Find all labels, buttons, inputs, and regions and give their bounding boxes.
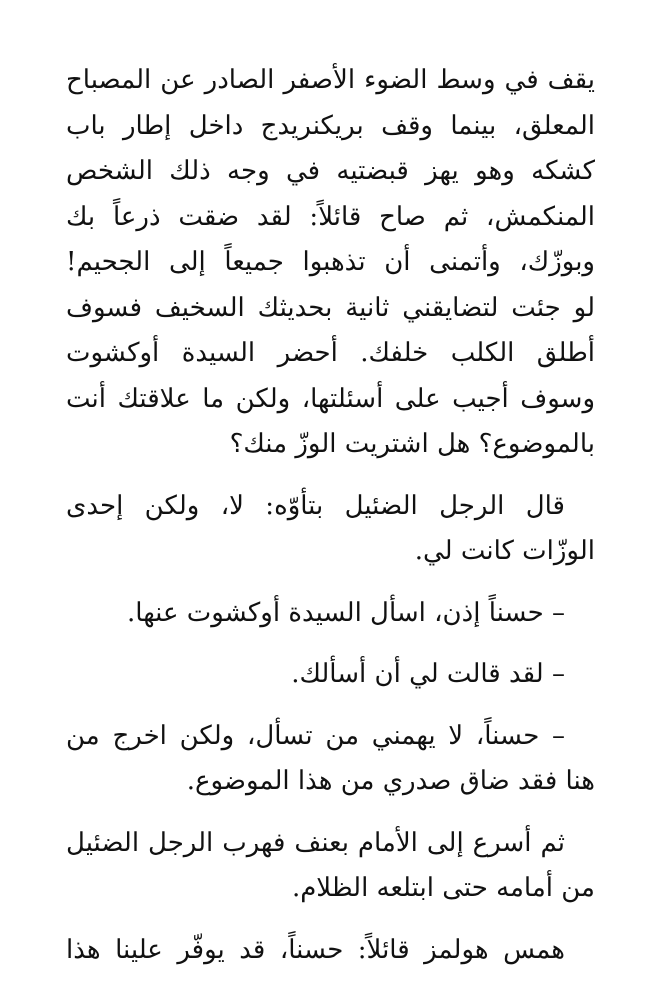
paragraph-6 — [66, 821, 595, 912]
text-line: وسوف أجيب على أسئلتها، ولكن ما علاقتك أنت — [66, 383, 595, 414]
text-line: همس هولمز قائلاً: حسناً، قد يوفّر علينا هذا — [66, 934, 565, 965]
paragraph-1 — [66, 58, 595, 468]
paragraph-gap — [66, 698, 595, 714]
text-line: بالموضوع؟ هل اشتريت الوزّ منك؟ — [229, 429, 595, 459]
text-line: الوزّات كانت لي. — [414, 536, 595, 566]
text-line: من أمامه حتى ابتلعه الظلام. — [291, 873, 595, 903]
paragraph-gap — [66, 636, 595, 652]
paragraph-4 — [66, 652, 595, 698]
text-line: قال الرجل الضئيل بتأوّه: لا، ولكن إحدى — [66, 490, 565, 521]
paragraph-gap — [66, 468, 595, 484]
paragraph-gap — [66, 575, 595, 591]
dialogue-line: هنا فقد ضاق صدري من هذا الموضوع. — [186, 766, 595, 796]
paragraph-gap — [66, 805, 595, 821]
paragraph-7 — [66, 928, 595, 974]
text-line: وبوزّك، وأتمنى أن تذهبوا جميعاً إلى الجحيم! — [66, 247, 595, 277]
text-line: كشكه وهو يهز قبضتيه في وجه ذلك الشخص — [66, 156, 595, 186]
paragraph-3 — [66, 591, 595, 637]
text-line: ثم أسرع إلى الأمام بعنف فهرب الرجل الضئيل — [66, 827, 565, 858]
text-line: المعلق، بينما وقف بريكنريدج داخل إطار باب — [66, 110, 595, 141]
dialogue-line: – حسناً إذن، اسأل السيدة أوكشوت عنها. — [127, 597, 565, 628]
book-page — [66, 58, 595, 973]
dialogue-line: – لقد قالت لي أن أسألك. — [291, 659, 565, 689]
text-line: يقف في وسط الضوء الأصفر الصادر عن المصباح — [66, 65, 595, 95]
paragraph-5 — [66, 714, 595, 805]
paragraph-gap — [66, 912, 595, 928]
dialogue-line: – حسناً، لا يهمني من تسأل، ولكن اخرج من — [66, 720, 565, 751]
text-line: المنكمش، ثم صاح قائلاً: لقد ضقت ذرعاً بك — [66, 201, 595, 232]
text-line: أطلق الكلب خلفك. أحضر السيدة أوكشوت — [66, 338, 595, 368]
paragraph-2 — [66, 484, 595, 575]
text-line: لو جئت لتضايقني ثانية بحديثك السخيف فسوف — [66, 292, 595, 323]
